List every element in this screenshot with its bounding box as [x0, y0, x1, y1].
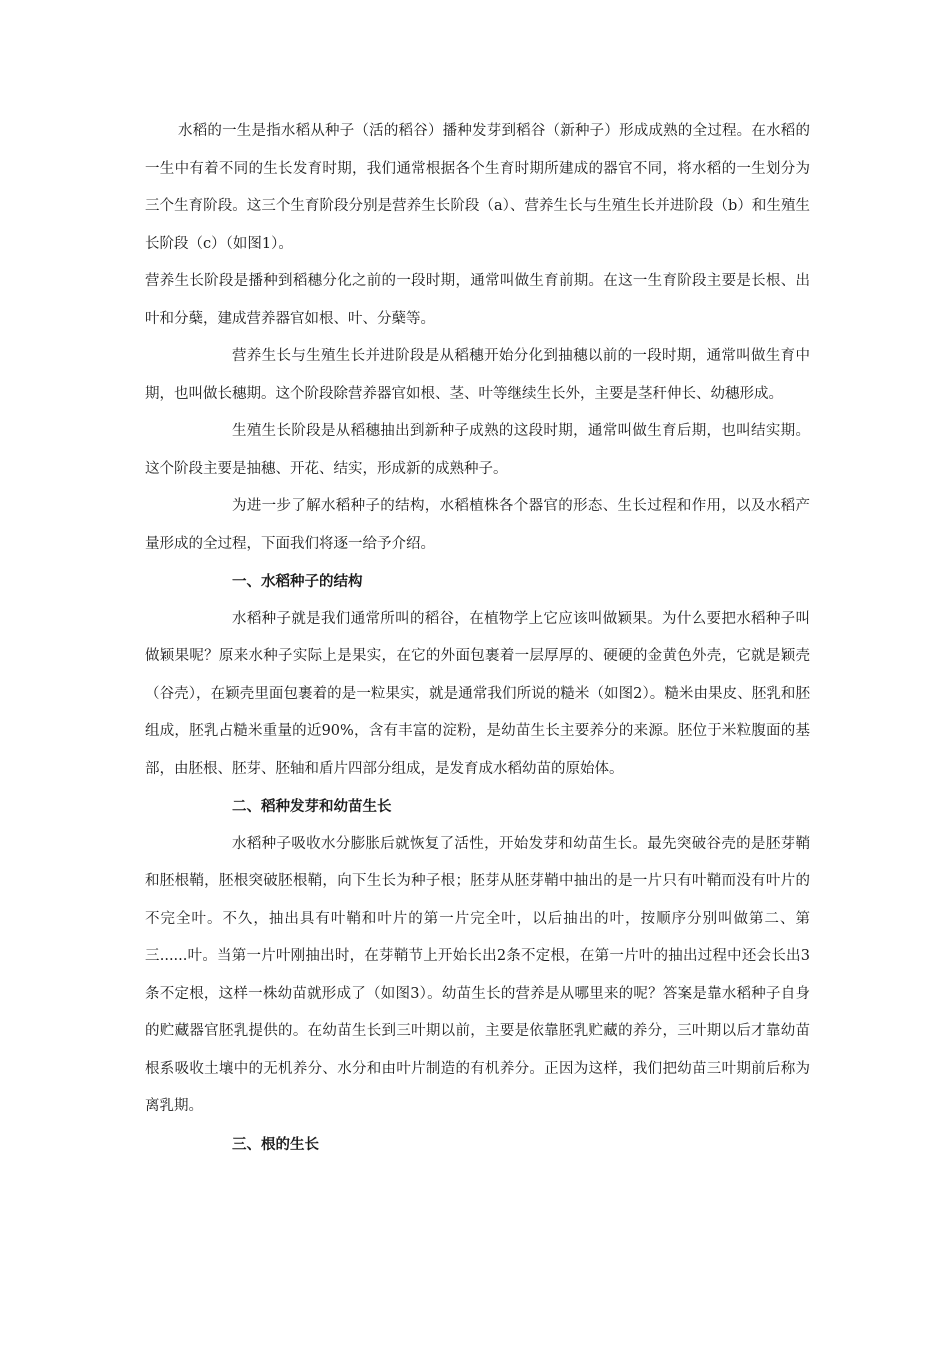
- paragraph-seed-structure: 水稻种子就是我们通常所叫的稻谷，在植物学上它应该叫做颖果。为什么要把水稻种子叫做颖果呢？原来水种子实际上是果实，在它的外面包裹着一层厚厚的、硬硬的金黄色外壳，它就是颖壳（谷壳），在颖壳里面包裹着的是一粒果实，就是通常我们所说的糙米（如图2）。糙米由果皮、胚乳和胚组成，胚乳占糙米重量的近90%，含有丰富的淀粉，是幼苗生长主要养分的来源。胚位于米粒腹面的基部，由胚根、胚芽、胚轴和盾片四部分组成，是发育成水稻幼苗的原始体。: [145, 610, 810, 777]
- paragraph-reproductive-stage: 生殖生长阶段是从稻穗抽出到新种子成熟的这段时期，通常叫做生育后期，也叫结实期。这个阶段主要是抽穗、开花、结实，形成新的成熟种子。: [145, 423, 810, 477]
- paragraph-vegetative-stage: 营养生长阶段是播种到稻穗分化之前的一段时期，通常叫做生育前期。在这一生育阶段主要是长根、出叶和分蘖，建成营养器官如根、叶、分蘖等。: [145, 273, 810, 327]
- paragraph-transition: 为进一步了解水稻种子的结构，水稻植株各个器官的形态、生长过程和作用，以及水稻产量形成的全过程，下面我们将逐一给予介绍。: [145, 498, 810, 552]
- section-heading-germination: 二、稻种发芽和幼苗生长: [232, 798, 392, 815]
- paragraph-germination: 水稻种子吸收水分膨胀后就恢复了活性，开始发芽和幼苗生长。最先突破谷壳的是胚芽鞘和胚根鞘，胚根突破胚根鞘，向下生长为种子根；胚芽从胚芽鞘中抽出的是一片只有叶鞘而没有叶片的不完全叶。不久，抽出具有叶鞘和叶片的第一片完全叶，以后抽出的叶，按顺序分别叫做第二、第三......叶。当第一片叶刚抽出时，在芽鞘节上开始长出2条不定根，在第一片叶的抽出过程中还会长出3条不定根，这样一株幼苗就形成了（如图3）。幼苗生长的营养是从哪里来的呢？答案是靠水稻种子自身的贮藏器官胚乳提供的。在幼苗生长到三叶期以前，主要是依靠胚乳贮藏的养分，三叶期以后才靠幼苗根系吸收土壤中的无机养分、水分和由叶片制造的有机养分。正因为这样，我们把幼苗三叶期前后称为离乳期。: [145, 835, 810, 1114]
- paragraph-intro: 水稻的一生是指水稻从种子（活的稻谷）播种发芽到稻谷（新种子）形成成熟的全过程。在水稻的一生中有着不同的生长发育时期，我们通常根据各个生育时期所建成的器官不同，将水稻的一生划分为三个生育阶段。这三个生育阶段分别是营养生长阶段（a）、营养生长与生殖生长并进阶段（b）和生殖生长阶段（c）（如图1）。: [145, 123, 810, 252]
- section-heading-seed-structure: 一、水稻种子的结构: [232, 573, 363, 590]
- paragraph-parallel-stage: 营养生长与生殖生长并进阶段是从稻穗开始分化到抽穗以前的一段时期，通常叫做生育中期，也叫做长穗期。这个阶段除营养器官如根、茎、叶等继续生长外，主要是茎秆伸长、幼穗形成。: [145, 348, 810, 402]
- document-body: [145, 113, 810, 1163]
- section-heading-root-growth: 三、根的生长: [232, 1135, 319, 1153]
